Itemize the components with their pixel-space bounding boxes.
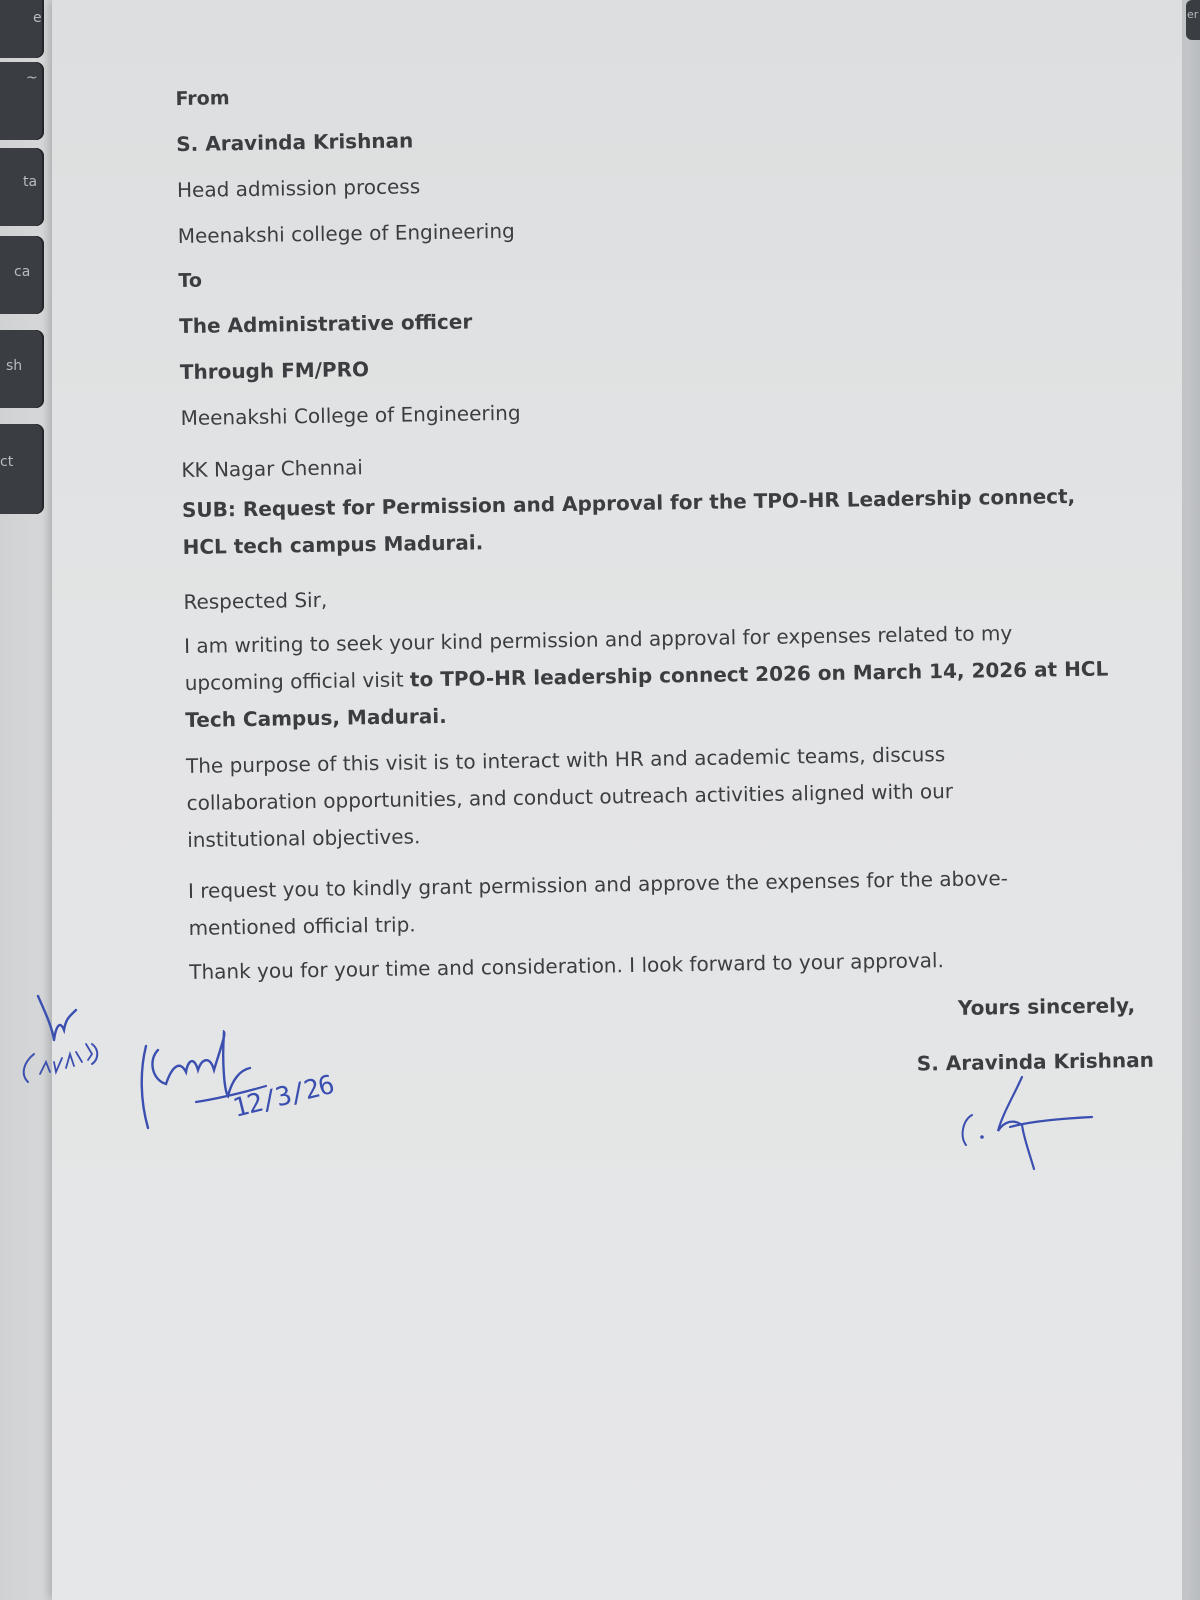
key-label: ct [0, 454, 14, 470]
recipient-institution: Meenakshi College of Engineering [180, 400, 521, 431]
closing: Yours sincerely, [957, 993, 1136, 1020]
handwritten-date: 12/3/26 [229, 1070, 337, 1124]
paragraph-3-line-1: I request you to kindly grant permission and approve the expenses for the above- [187, 866, 1009, 903]
keyboard-key [0, 148, 44, 226]
keyboard-key [0, 424, 44, 514]
keyboard-key [1186, 0, 1200, 40]
paragraph-1-line-2-bold: to TPO-HR leadership connect 2026 on March 14, 2026 at HCL [409, 656, 1109, 692]
paragraph-4: Thank you for your time and consideration. I look forward to your approval. [189, 948, 945, 984]
paragraph-2-line-2: collaboration opportunities, and conduct outreach activities aligned with our [186, 778, 954, 815]
paragraph-1-line-2-regular: upcoming official visit [184, 667, 411, 695]
key-label: sh [6, 358, 23, 374]
approval-initials-signature [12, 990, 132, 1110]
sender-title: Head admission process [176, 174, 421, 203]
subject-line-1: SUB: Request for Permission and Approval for the TPO-HR Leadership connect, [181, 483, 1076, 523]
recipient-through: Through FM/PRO [179, 357, 370, 385]
key-label: ta [23, 174, 38, 190]
recipient-location: KK Nagar Chennai [181, 455, 364, 483]
paragraph-2-line-3: institutional objectives. [187, 824, 421, 852]
from-label: From [175, 87, 230, 111]
sender-name: S. Aravinda Krishnan [176, 128, 414, 157]
paragraph-1-line-1: I am writing to seek your kind permission and approval for expenses related to my [183, 620, 1013, 659]
paragraph-2 [186, 736, 954, 859]
key-label: ca [14, 264, 31, 280]
paragraph-1 [184, 613, 1109, 738]
key-label: ~ [26, 70, 38, 86]
paragraph-2-line-1: The purpose of this visit is to interact with HR and academic teams, discuss [185, 742, 946, 778]
to-label: To [178, 269, 203, 293]
sender-institution: Meenakshi college of Engineering [177, 218, 515, 249]
letter-paper [52, 0, 1182, 1600]
closing-name: S. Aravinda Krishnan [916, 1047, 1155, 1076]
keyboard-key [0, 62, 44, 140]
key-label: e [33, 10, 42, 26]
key-label: er [1187, 8, 1199, 21]
salutation: Respected Sir, [183, 587, 328, 615]
paragraph-1-line-3: Tech Campus, Madurai. [185, 703, 447, 732]
keyboard-key [0, 236, 44, 314]
sender-signature [952, 1075, 1122, 1175]
keyboard-key [0, 0, 44, 58]
paragraph-3 [188, 860, 1009, 947]
keyboard-key [0, 330, 44, 408]
recipient-title: The Administrative officer [178, 309, 473, 339]
paragraph-3-line-2: mentioned official trip. [188, 912, 416, 940]
subject-line-2: HCL tech campus Madurai. [182, 530, 484, 560]
